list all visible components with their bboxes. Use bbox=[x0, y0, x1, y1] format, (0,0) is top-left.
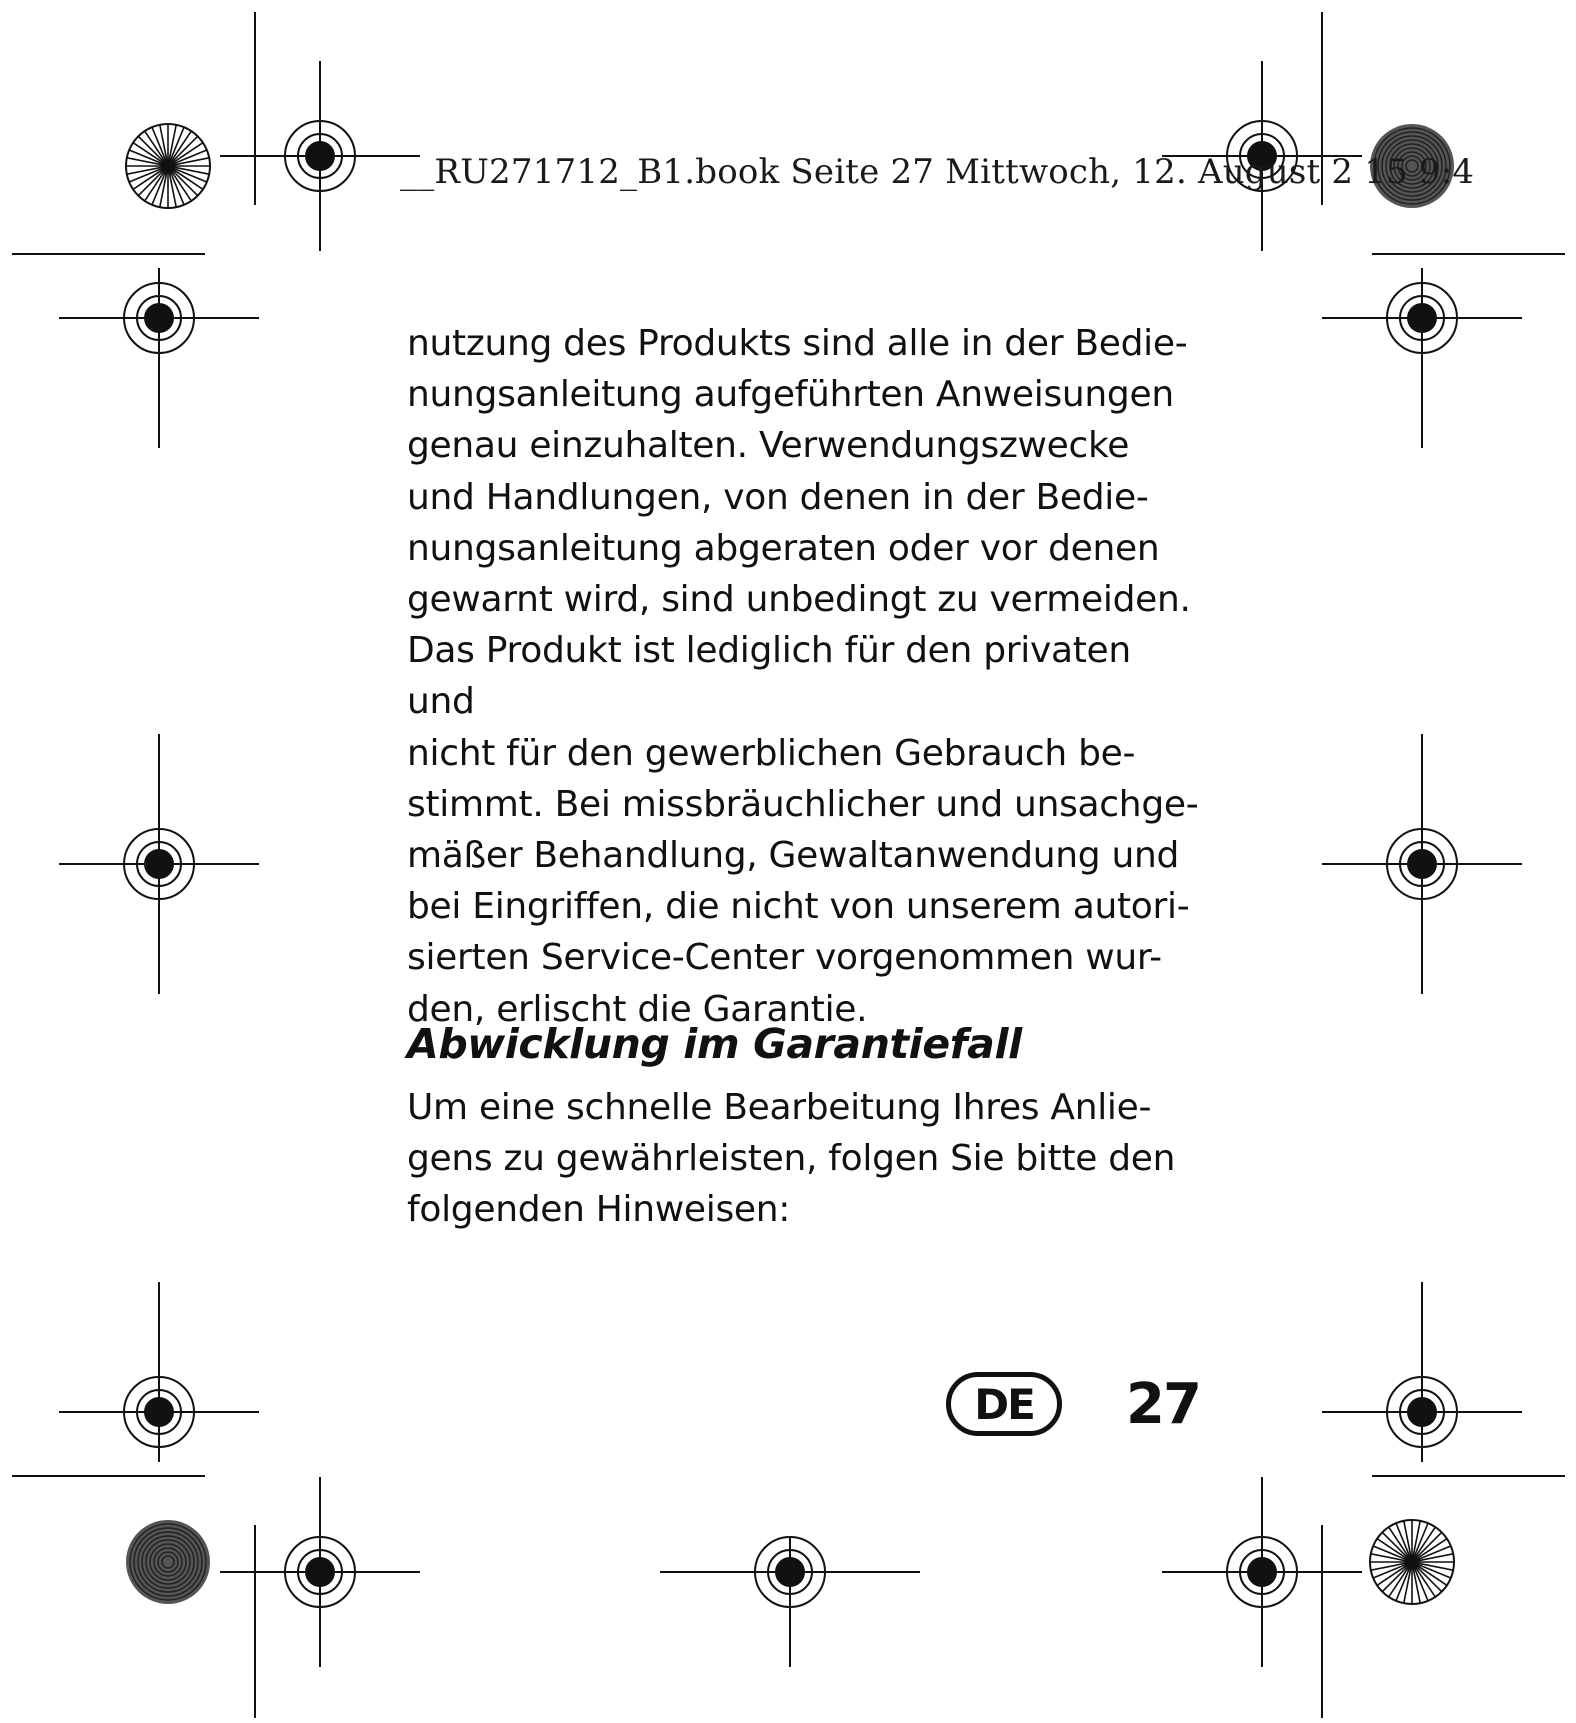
paragraph: Um eine schnelle Bearbeitung Ihres Anlie- gens zu gewährleisten, folgen Sie bitte den folgenden Hinweisen: bbox=[407, 1087, 1176, 1231]
section-text bbox=[407, 1082, 1207, 1236]
paragraph: nutzung des Produkts sind alle in der Bedie- nungsanleitung aufgeführten Anweisungen genau einzuhalten. Verwendungszwecke und Handlungen, von denen in der Bedie- nungsanleitung abgeraten oder vor denen gewarnt wird, sind unbedingt zu vermeiden. Das Produkt ist lediglich für den privaten und nicht für den gewerblichen Gebrauch be- stimmt. Bei missbräuchlicher und unsachge- mäßer Behandlung, Gewaltanwendung und bei Eingriffen, die nicht von unserem autori- sierten Service-Center vorgenommen wur- den, erlischt die Garantie. bbox=[407, 323, 1199, 1030]
body-text bbox=[407, 318, 1207, 1035]
section-heading: Abwicklung im Garantiefall bbox=[407, 1020, 1022, 1068]
print-slug-line: __RU271712_B1.book Seite 27 Mittwoch, 12. August 2 15 9:4 bbox=[400, 152, 1475, 192]
language-badge: DE bbox=[946, 1372, 1062, 1436]
page-number: 27 bbox=[1126, 1372, 1200, 1437]
